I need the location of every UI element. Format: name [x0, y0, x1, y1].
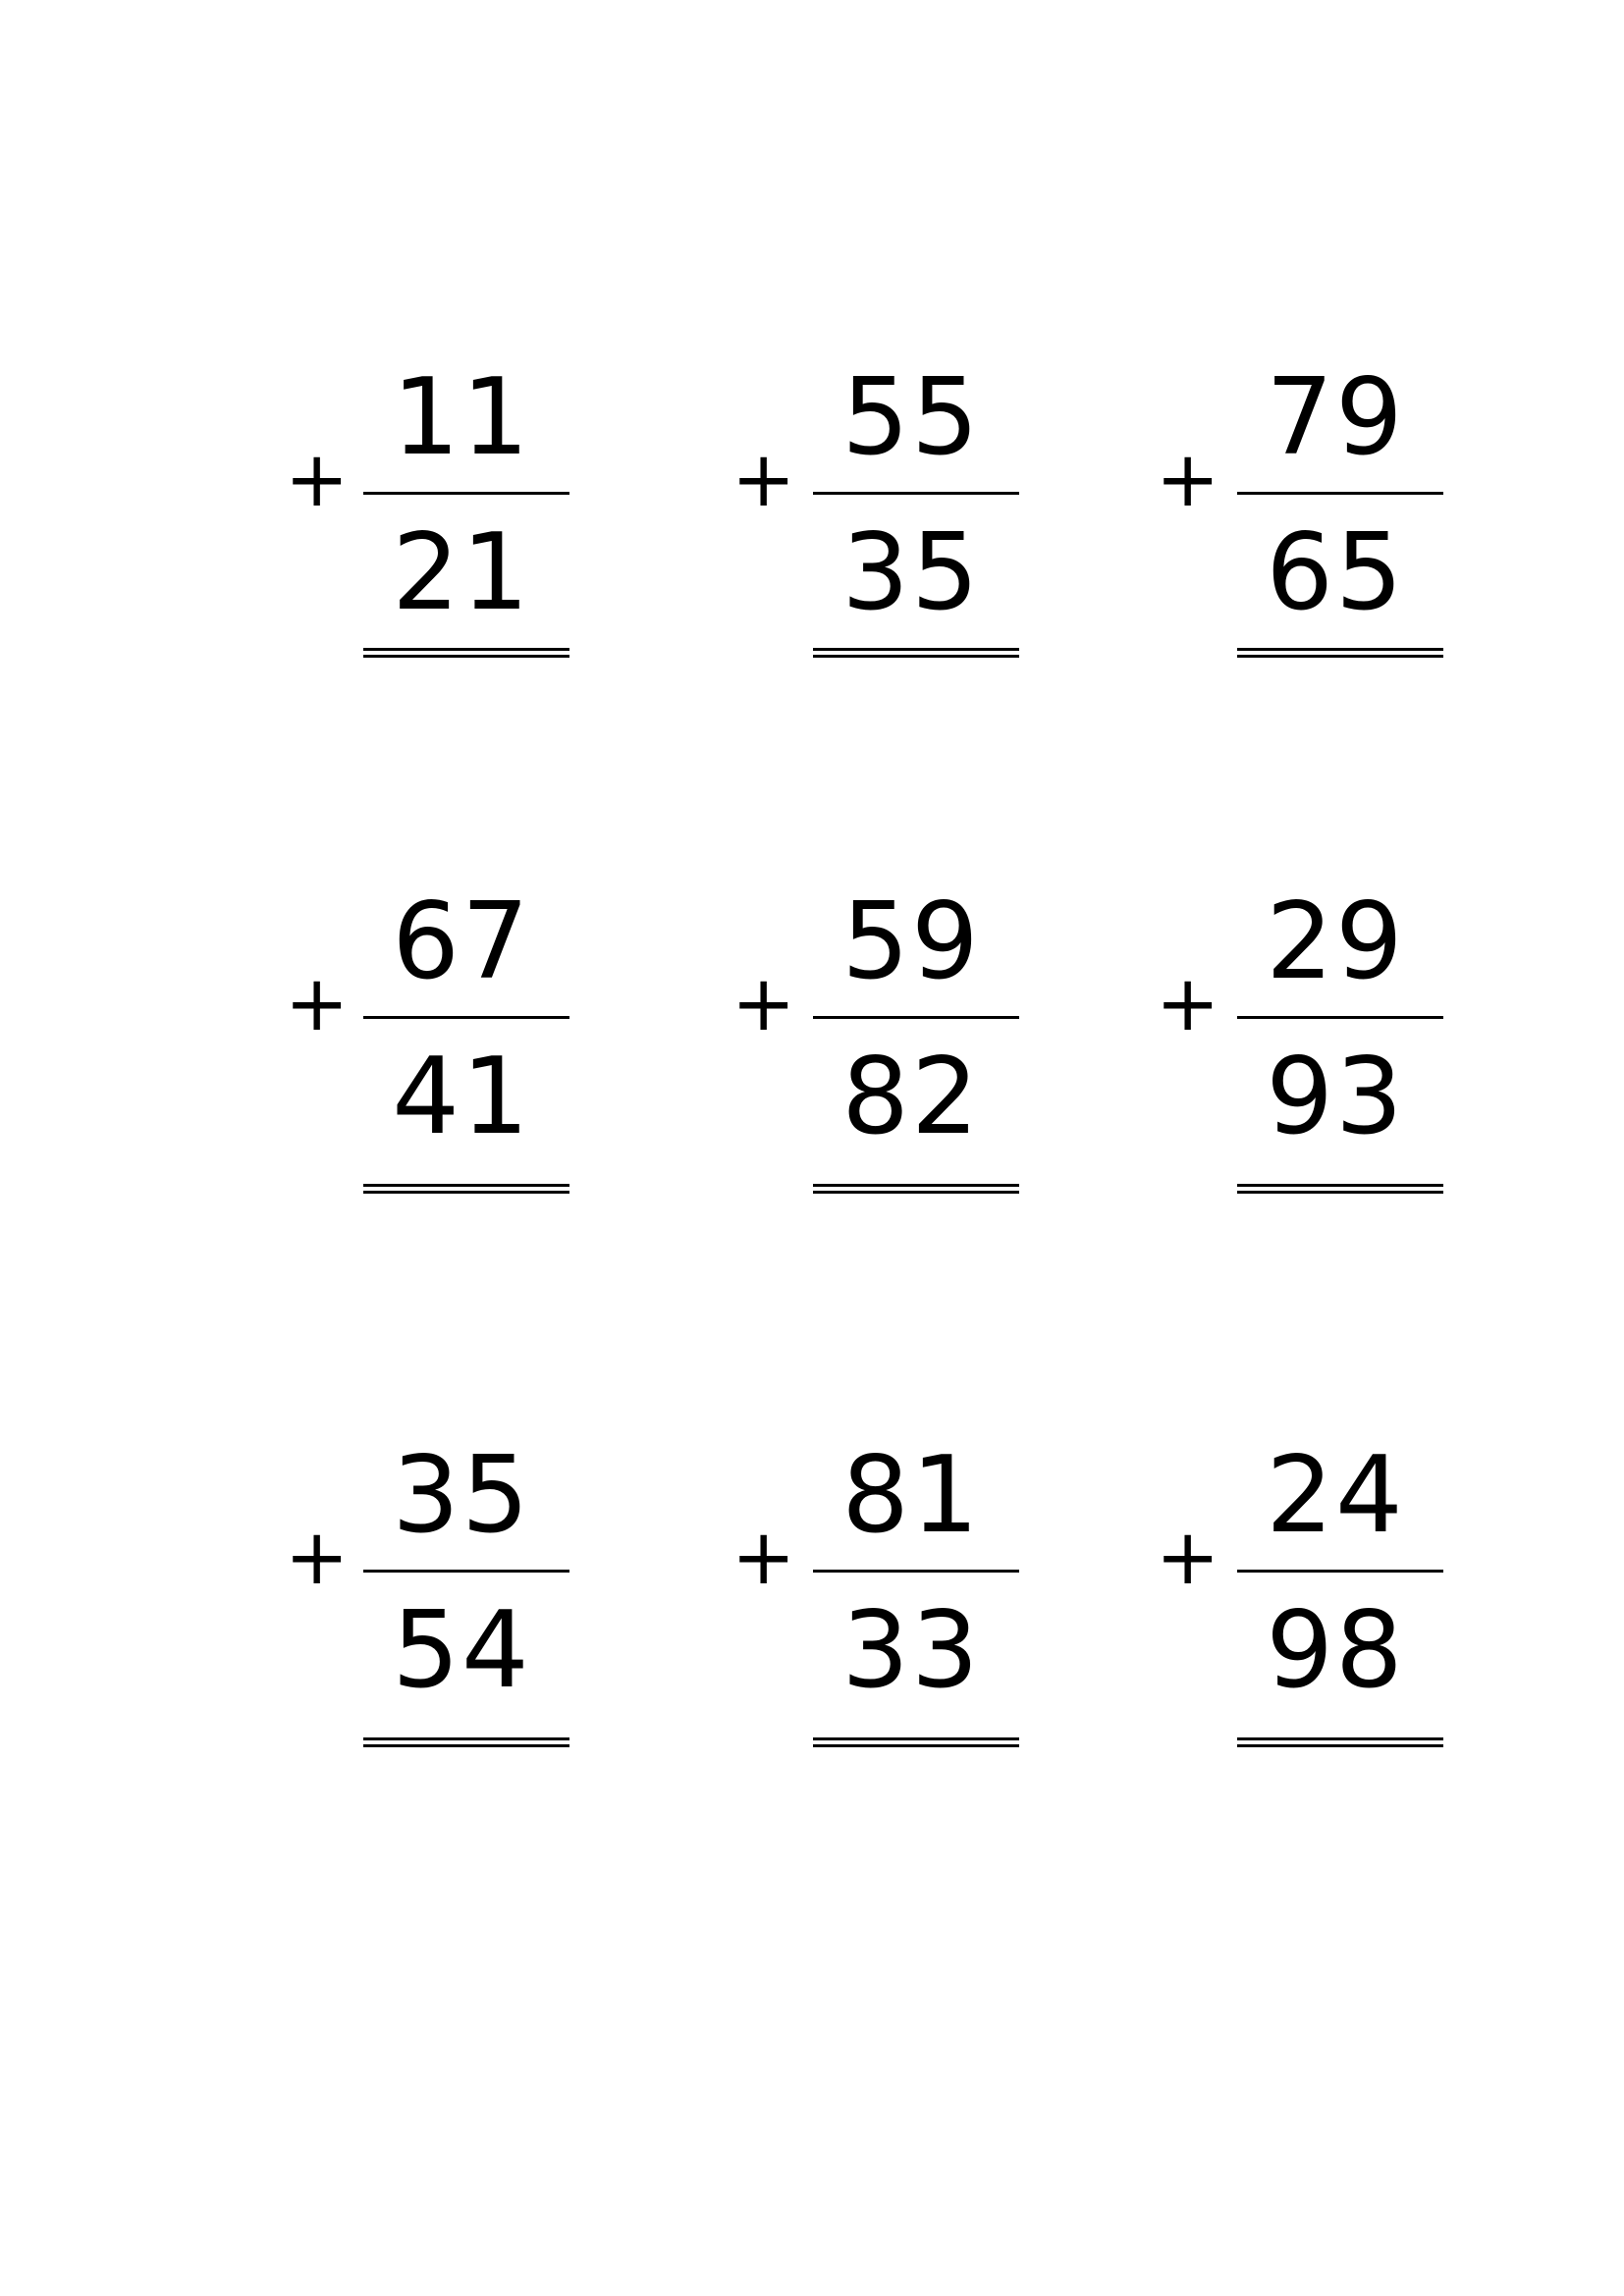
answer-double-line	[813, 1184, 1019, 1194]
problem-7	[285, 1434, 697, 1737]
plus-sign: +	[1156, 1514, 1220, 1602]
problem-5	[731, 881, 1144, 1184]
addition-line	[1237, 1570, 1443, 1573]
problem-8	[731, 1434, 1144, 1737]
plus-sign: +	[285, 960, 350, 1048]
answer-double-line	[363, 1737, 569, 1747]
plus-sign: +	[285, 1514, 350, 1602]
problem-6	[1156, 881, 1568, 1184]
bottom-addend: 65	[1266, 511, 1405, 634]
bottom-addend: 35	[841, 511, 981, 634]
plus-sign: +	[731, 1514, 796, 1602]
bottom-addend: 41	[392, 1036, 531, 1158]
bottom-addend: 93	[1266, 1036, 1405, 1158]
bottom-addend: 82	[841, 1036, 981, 1158]
answer-double-line	[363, 648, 569, 658]
plus-sign: +	[731, 960, 796, 1048]
addition-line	[363, 492, 569, 495]
answer-double-line	[813, 648, 1019, 658]
top-addend: 35	[392, 1434, 531, 1557]
addition-line	[363, 1016, 569, 1019]
answer-double-line	[1237, 1737, 1443, 1747]
addition-line	[813, 492, 1019, 495]
bottom-addend: 98	[1266, 1589, 1405, 1712]
answer-double-line	[363, 1184, 569, 1194]
bottom-addend: 21	[392, 511, 531, 634]
problem-2	[731, 356, 1144, 660]
bottom-addend: 33	[841, 1589, 981, 1712]
addition-line	[1237, 1016, 1443, 1019]
addition-line	[813, 1016, 1019, 1019]
addition-line	[363, 1570, 569, 1573]
plus-sign: +	[731, 436, 796, 524]
top-addend: 81	[841, 1434, 981, 1557]
problem-9	[1156, 1434, 1568, 1737]
top-addend: 67	[392, 881, 531, 1003]
problem-3	[1156, 356, 1568, 660]
top-addend: 79	[1266, 356, 1405, 479]
top-addend: 55	[841, 356, 981, 479]
answer-double-line	[1237, 1184, 1443, 1194]
addition-line	[813, 1570, 1019, 1573]
answer-double-line	[813, 1737, 1019, 1747]
top-addend: 29	[1266, 881, 1405, 1003]
answer-double-line	[1237, 648, 1443, 658]
top-addend: 24	[1266, 1434, 1405, 1557]
problem-4	[285, 881, 697, 1184]
top-addend: 11	[392, 356, 531, 479]
bottom-addend: 54	[392, 1589, 531, 1712]
problem-1	[285, 356, 697, 660]
plus-sign: +	[1156, 960, 1220, 1048]
plus-sign: +	[285, 436, 350, 524]
top-addend: 59	[841, 881, 981, 1003]
plus-sign: +	[1156, 436, 1220, 524]
addition-line	[1237, 492, 1443, 495]
